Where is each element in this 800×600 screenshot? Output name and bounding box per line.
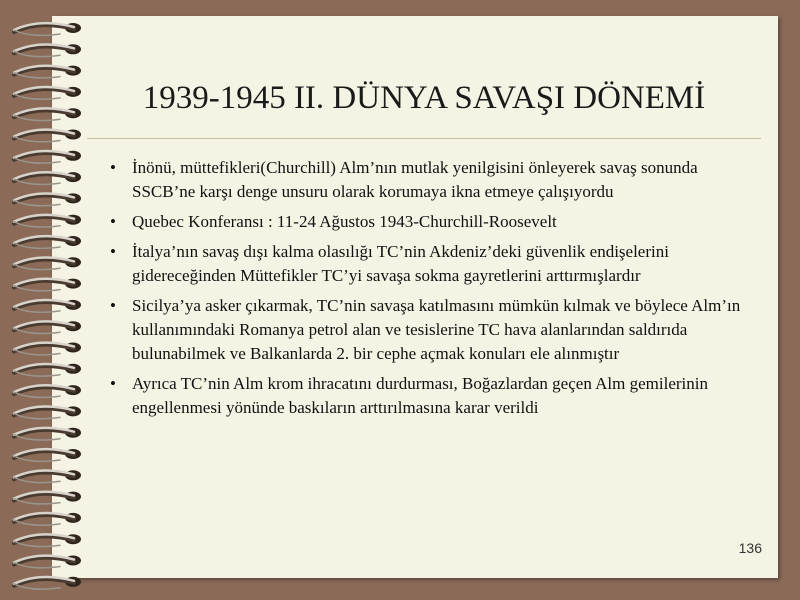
spiral-ring-icon	[14, 556, 81, 568]
page-number: 136	[738, 540, 762, 556]
spiral-ring-icon	[14, 513, 81, 525]
bullet-text: İtalya’nın savaş dışı kalma olasılığı TC’nin Akdeniz’deki güvenlik endişelerini gidereceğinden Müttefikler TC’yi savaşa sokma gayretlerini arttırmışlardır	[132, 242, 669, 285]
bullet-icon: •	[110, 374, 116, 393]
bullet-text: Ayrıca TC’nin Alm krom ihracatını durdurması, Boğazlardan geçen Alm gemilerinin engellenmesi yönünde baskıların arttırılmasına karar verildi	[132, 374, 708, 417]
spiral-ring-icon	[14, 215, 81, 227]
spiral-ring-icon	[14, 470, 81, 482]
spiral-ring-icon	[14, 257, 81, 269]
spiral-ring-icon	[14, 193, 81, 205]
spiral-ring-icon	[14, 172, 81, 184]
spiral-ring-icon	[14, 130, 81, 142]
spiral-ring-icon	[14, 428, 81, 440]
bullet-icon: •	[110, 296, 116, 315]
spiral-ring-icon	[14, 23, 81, 35]
bullet-list	[110, 156, 750, 426]
bullet-icon: •	[110, 242, 116, 261]
spiral-ring-icon	[14, 534, 81, 546]
spiral-ring-icon	[14, 577, 81, 589]
spiral-ring-icon	[14, 151, 81, 163]
bullet-icon: •	[110, 212, 116, 231]
spiral-ring-icon	[14, 406, 81, 418]
spiral-ring-icon	[14, 279, 81, 291]
spiral-ring-icon	[14, 87, 81, 99]
spiral-ring-icon	[14, 44, 81, 56]
bullet-text: Quebec Konferansı : 11-24 Ağustos 1943-Churchill-Roosevelt	[132, 212, 557, 231]
spiral-ring-icon	[14, 108, 81, 120]
bullet-text: İnönü, müttefikleri(Churchill) Alm’nın mutlak yenilgisini önleyerek savaş sonunda SSCB’ne karşı denge unsuru olarak korumaya ikna etmeye çalışıyordu	[132, 158, 698, 201]
spiral-ring-icon	[14, 385, 81, 397]
spiral-ring-icon	[14, 492, 81, 504]
list-item	[110, 240, 750, 288]
spiral-ring-icon	[14, 343, 81, 355]
slide-page	[52, 16, 778, 578]
list-item	[110, 372, 750, 420]
slide-title: 1939-1945 II. DÜNYA SAVAŞI DÖNEMİ	[142, 80, 706, 116]
list-item	[110, 210, 750, 234]
list-item	[110, 156, 750, 204]
spiral-ring-icon	[14, 236, 81, 248]
spiral-ring-icon	[14, 300, 81, 312]
bullet-text: Sicilya’ya asker çıkarmak, TC’nin savaşa katılmasını mümkün kılmak ve böylece Alm’ın kullanımındaki Romanya petrol alan ve tesislerine TC hava alanlarından saldırıda bulunabilmek ve Balkanlarda 2. bir cephe açmak konuları ele alınmıştır	[132, 296, 741, 363]
spiral-ring-icon	[14, 449, 81, 461]
spiral-ring-icon	[14, 364, 81, 376]
bullet-icon: •	[110, 158, 116, 177]
spiral-ring-icon	[14, 321, 81, 333]
spiral-ring-icon	[14, 66, 81, 78]
title-divider	[87, 138, 761, 139]
list-item	[110, 294, 750, 366]
spiral-binding-icon	[0, 0, 90, 600]
